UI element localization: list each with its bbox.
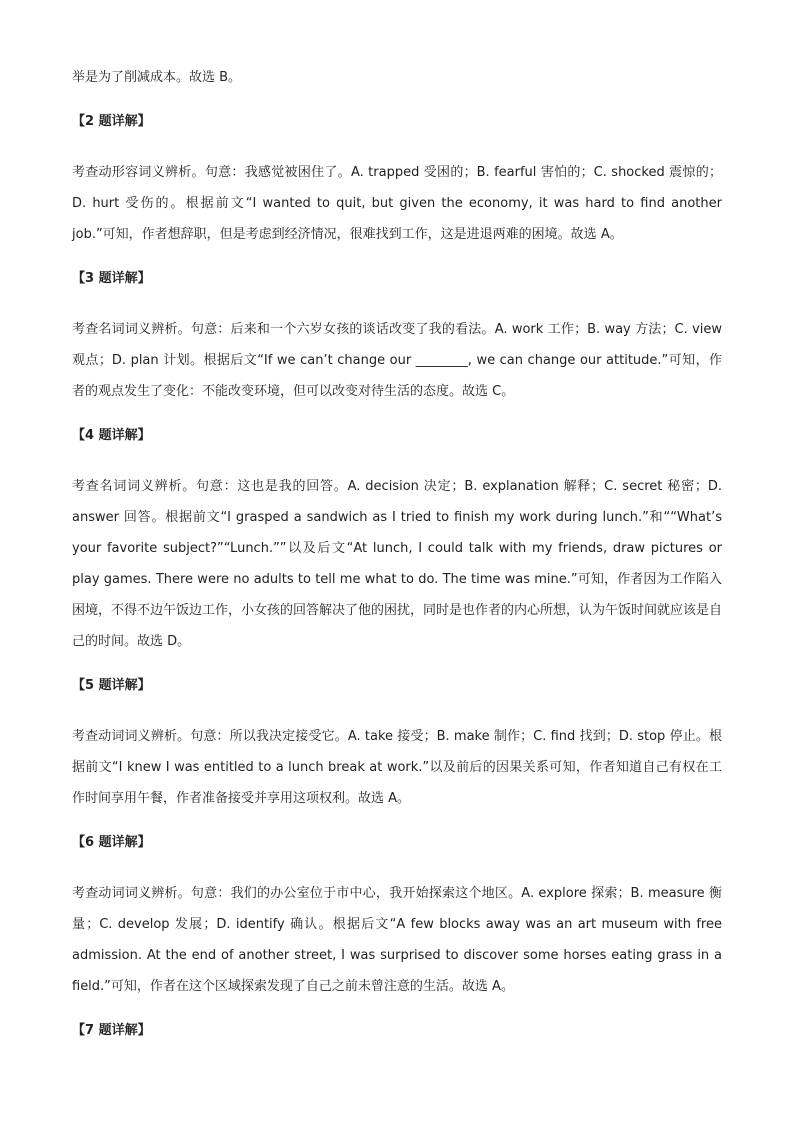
- paragraph-question-5: 考查动词词义辨析。句意：所以我决定接受它。A. take 接受；B. make 制作；C. find 找到；D. stop 停止。根据前文“I knew I was entitled to a lunch break at work.”以及前后的因果关系可知，作者知道自己有权在工作时间享用午餐，作者准备接受并享用这项权利。故选 A。: [72, 729, 722, 806]
- heading-question-7: 【7 题详解】: [72, 1023, 151, 1038]
- paragraph-question-2: 考查动形容词义辨析。句意：我感觉被困住了。A. trapped 受困的；B. fearful 害怕的；C. shocked 震惊的；D. hurt 受伤的。根据前文“I wanted to quit, but given the economy, it was hard to find another job.”可知，作者想辞职，但是考虑到经济情况，很难找到工作，这是进退两难的困境。故选 A。: [72, 165, 727, 242]
- document-page: [72, 62, 727, 1042]
- heading-question-2: 【2 题详解】: [72, 114, 151, 129]
- heading-question-3: 【3 题详解】: [72, 271, 151, 286]
- paragraph-question-3: 考查名词词义辨析。句意：后来和一个六岁女孩的谈话改变了我的看法。A. work 工作；B. way 方法；C. view 观点；D. plan 计划。根据后文“If we can’t change our ________, we can change our attitude.”可知，作者的观点发生了变化：不能改变环境，但可以改变对待生活的态度。故选 C。: [72, 322, 727, 399]
- paragraph-question-6: 考查动词词义辨析。句意：我们的办公室位于市中心，我开始探索这个地区。A. explore 探索；B. measure 衡量；C. develop 发展；D. identify 确认。根据后文“A few blocks away was an art museum with free admission. At the end of another street, I was surprised to discover some horses eating grass in a field.”可知，作者在这个区域探索发现了自己之前未曾注意的生活。故选 A。: [72, 886, 727, 994]
- paragraph-question-4: 考查名词词义辨析。句意：这也是我的回答。A. decision 决定；B. explanation 解释；C. secret 秘密；D. answer 回答。根据前文“I grasped a sandwich as I tried to finish my work during lunch.”和““What’s your favorite subject?”“Lunch.””以及后文“At lunch, I could talk with my friends, draw pictures or play games. There were no adults to tell me what to do. The time was mine.”可知，作者因为工作陷入困境，不得不边午饭边工作，小女孩的回答解决了他的困扰，同时是也作者的内心所想，认为午饭时间就应该是自己的时间。故选 D。: [72, 479, 727, 649]
- paragraph-1-tail: 举是为了削减成本。故选 B。: [72, 70, 242, 85]
- heading-question-5: 【5 题详解】: [72, 678, 151, 693]
- heading-question-6: 【6 题详解】: [72, 835, 151, 850]
- heading-question-4: 【4 题详解】: [72, 428, 151, 443]
